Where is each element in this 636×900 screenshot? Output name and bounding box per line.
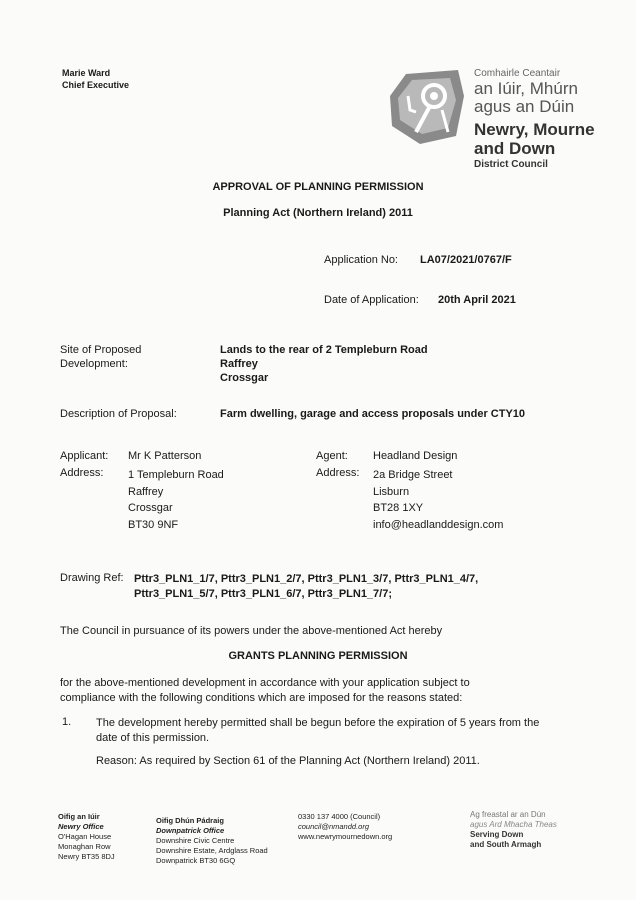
footer-contact — [298, 812, 392, 842]
council-irish-top: Comhairle Ceantair — [474, 68, 561, 79]
footer-downpatrick-line: Downshire Estate, Ardglass Road — [156, 846, 268, 855]
drawing-ref-line: Pttr3_PLN1_5/7, Pttr3_PLN1_6/7, Pttr3_PLN1_7/7; — [134, 587, 393, 600]
footer-newry-line: O'Hagan House — [58, 832, 112, 841]
council-english-line2: and Down — [474, 139, 556, 158]
council-irish-line2: agus an Dúin — [474, 97, 575, 116]
footer-email[interactable]: council@nmandd.org — [298, 822, 369, 831]
footer-newry-line: Newry BT35 8DJ — [58, 852, 115, 861]
compliance-line: for the above-mentioned development in accordance with your application subject to — [60, 677, 470, 689]
footer-newry-irish: Oifig an Iúir — [58, 812, 100, 821]
agent-address-line: BT28 1XY — [373, 502, 424, 514]
footer-downpatrick-line: Downpatrick BT30 6GQ — [156, 856, 236, 865]
application-no-label: Application No: — [324, 254, 398, 266]
footer-downpatrick-office — [156, 816, 268, 866]
drawing-ref-list — [134, 572, 478, 601]
footer-serving-irish1: Ag freastal ar an Dún — [470, 810, 546, 819]
site-label — [60, 343, 141, 371]
condition-text — [96, 716, 539, 745]
footer-phone: 0330 137 4000 (Council) — [298, 812, 381, 821]
drawing-ref-label: Drawing Ref: — [60, 572, 124, 584]
council-logo-icon — [386, 66, 468, 148]
grants-heading: GRANTS PLANNING PERMISSION — [228, 650, 408, 662]
council-english-sub: District Council — [474, 159, 548, 170]
condition-line: The development hereby permitted shall be begun before the expiration of 5 years from the — [96, 717, 540, 729]
council-english-line1: Newry, Mourne — [474, 120, 595, 139]
act-title: Planning Act (Northern Ireland) 2011 — [223, 207, 413, 219]
applicant-name: Mr K Patterson — [128, 450, 202, 462]
proposal-label: Description of Proposal: — [60, 408, 177, 420]
footer-downpatrick-irish: Oifig Dhún Pádraig — [156, 816, 224, 825]
footer-serving-english1: Serving Down — [470, 830, 524, 839]
footer-serving-irish2: agus Ard Mhacha Theas — [470, 820, 557, 829]
applicant-address-line: 1 Templeburn Road — [128, 469, 224, 481]
footer-downpatrick-line: Downshire Civic Centre — [156, 836, 235, 845]
site-label-line2: Development: — [60, 358, 128, 370]
agent-address-line: Lisburn — [373, 485, 410, 498]
application-date: 20th April 2021 — [438, 294, 516, 306]
date-label: Date of Application: — [324, 294, 419, 306]
site-label-line1: Site of Proposed — [60, 344, 142, 356]
compliance-line: compliance with the following conditions which are imposed for the reasons stated: — [60, 691, 463, 704]
applicant-address-line: BT30 9NF — [128, 518, 179, 531]
application-no: LA07/2021/0767/F — [420, 254, 512, 266]
document-title: APPROVAL OF PLANNING PERMISSION — [212, 181, 424, 193]
agent-label: Agent: — [316, 450, 348, 462]
applicant-address-line: Raffrey — [128, 485, 164, 498]
compliance-paragraph — [60, 676, 470, 705]
footer-serving — [470, 810, 557, 850]
applicant-address-line: Crossgar — [128, 502, 173, 514]
agent-address — [373, 467, 503, 533]
agent-email: info@headlanddesign.com — [373, 518, 504, 531]
footer-newry-office — [58, 812, 115, 862]
sender-name: Marie Ward — [62, 68, 111, 78]
site-address — [220, 343, 428, 385]
condition-number: 1. — [62, 716, 72, 728]
footer-website[interactable]: www.newrymournedown.org — [298, 832, 393, 841]
agent-name: Headland Design — [373, 450, 458, 462]
agent-address-line: 2a Bridge Street — [373, 469, 453, 481]
site-address-line: Lands to the rear of 2 Templeburn Road — [220, 344, 428, 356]
council-irish-line1: an Iúir, Mhúrn — [474, 79, 578, 98]
applicant-address — [128, 467, 224, 533]
footer-serving-english2: and South Armagh — [470, 840, 542, 849]
drawing-ref-line: Pttr3_PLN1_1/7, Pttr3_PLN1_2/7, Pttr3_PLN1_3/7, Pttr3_PLN1_4/7, — [134, 573, 479, 585]
sender-role: Chief Executive — [62, 80, 130, 90]
footer-downpatrick-title: Downpatrick Office — [156, 826, 225, 835]
reason-text: Reason: As required by Section 61 of the Planning Act (Northern Ireland) 2011. — [96, 755, 480, 767]
footer-newry-line: Monaghan Row — [58, 842, 111, 851]
proposal-value: Farm dwelling, garage and access proposals under CTY10 — [220, 408, 526, 420]
footer-newry-title: Newry Office — [58, 822, 104, 831]
sender-block — [62, 67, 129, 91]
intro-text: The Council in pursuance of its powers under the above-mentioned Act hereby — [60, 625, 443, 637]
agent-address-label: Address: — [316, 467, 360, 479]
condition-line: date of this permission. — [96, 731, 210, 744]
applicant-address-label: Address: — [60, 467, 104, 479]
applicant-label: Applicant: — [60, 450, 109, 462]
site-address-line: Crossgar — [220, 372, 269, 384]
site-address-line: Raffrey — [220, 358, 258, 370]
